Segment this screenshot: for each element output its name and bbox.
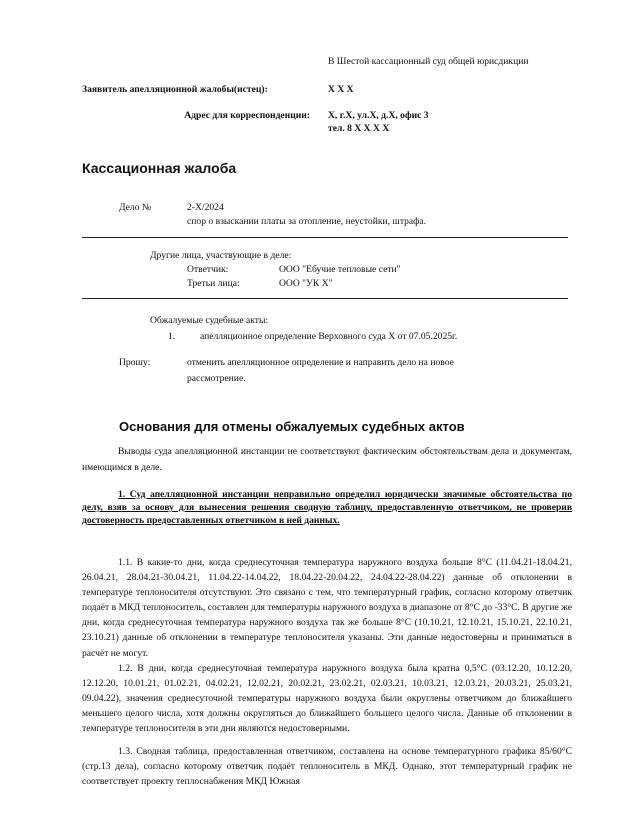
acts-item-text: апелляционное определение Верховного суда Х от 07.05.2025г. <box>200 331 458 342</box>
third-party-label: Третьи лица: <box>187 278 240 289</box>
third-party-value: ООО "УК Х" <box>279 278 333 289</box>
address-line1: Х, г.Х, ул.Х, д.Х, офис 3 <box>328 110 429 121</box>
case-subject: спор о взыскании платы за отопление, неустойки, штрафа. <box>187 216 427 227</box>
applicant-value: Х Х Х <box>328 84 354 95</box>
case-number: 2-Х/2024 <box>187 202 224 213</box>
paragraph-1-1: 1.1. В какие-то дни, когда среднесуточная температура наружного воздуха больше 8°С (11.04.21-18.04.21, 26.04.21, 28.04.21-30.04.21, 11.04.22-14.04.22, 18.04.22-20.04.22, 24.04.22-28.04.22) данные об отклонении в температуре теплоносителя отсутствуют. Это связано с тем, что температурный график, согласно которому ответчик подаёт в МКД теплоноситель, составлен для температуры наружного воздуха в диапазоне от 8°С до -33°С. В другие же дни, когда среднесуточная температура наружного воздуха так же больше 8°С (10.10.21, 12.10.21, 15.10.21, 22.10.21, 23.10.21) данные об отклонении в температуре теплоносителя указаны. Эти данные недостоверны и приниматься в расчёт не могут. <box>82 557 572 659</box>
court-name: В Шестой кассационный суд общей юрисдикции <box>328 56 529 67</box>
intro-paragraph: Выводы суда апелляционной инстанции не соответствуют фактическим обстоятельствам дела и документам, имеющимся в деле. <box>82 446 572 473</box>
defendant-value: ООО "Ебучие тепловые сети" <box>279 264 401 275</box>
point-1-heading: 1. Суд апелляционной инстанции неправильно определил юридически значимые обстоятельства по делу, взяв за основу для вынесения решения сводную таблицу, предоставленную ответчиком, не проверив достоверность предоставленных ответчиком в ней данных. <box>82 489 572 526</box>
applicant-label: Заявитель апелляционной жалобы(истец): <box>82 84 268 95</box>
acts-item-number: 1. <box>168 331 176 342</box>
document-title: Кассационная жалоба <box>82 160 237 176</box>
divider <box>82 298 568 299</box>
paragraph-1-2: 1.2. В дни, когда среднесуточная температура наружного воздуха была кратна 0,5°С (03.12.20, 10.12.20, 12.12.20, 10.01.21, 01.02.21, 04.02.21, 12.02.21, 20.02.21, 23.02.21, 02.03.21, 10.03.21, 12.03.21, 20.03.21, 25.03.21, 09.04.22), значения среднесуточной температуры наружного воздуха были округлены ответчиком до ближайшего меньшего целого числа, хотя должны округляться до ближайшего большего целого числа. Данные об отклонении в температуре теплоносителя в эти дни являются недостоверными. <box>82 663 572 735</box>
grounds-title: Основания для отмены обжалуемых судебных актов <box>119 419 465 434</box>
request-label: Прошу: <box>119 357 151 368</box>
case-label: Дело № <box>119 202 152 213</box>
paragraph-1-3: 1.3. Сводная таблица, предоставленная ответчиком, составлена на основе температурного графика 85/60°С (стр.13 дела), согласно которому ответчик подаёт теплоноситель в МКД. Однако, этот температурный график не соответствует проекту теплоснабжения МКД Южная <box>82 746 572 788</box>
request-line1: отменить апелляционное определение и направить дело на новое <box>187 357 454 368</box>
address-label: Адрес для корреспонденции: <box>184 110 310 121</box>
divider <box>82 237 568 238</box>
parties-heading: Другие лица, участвующие в деле: <box>150 250 292 261</box>
defendant-label: Ответчик: <box>187 264 229 275</box>
acts-heading: Обжалуемые судебные акты: <box>150 315 269 326</box>
request-line2: рассмотрение. <box>187 373 246 384</box>
address-line2: тел. 8 Х Х Х Х <box>328 123 390 134</box>
